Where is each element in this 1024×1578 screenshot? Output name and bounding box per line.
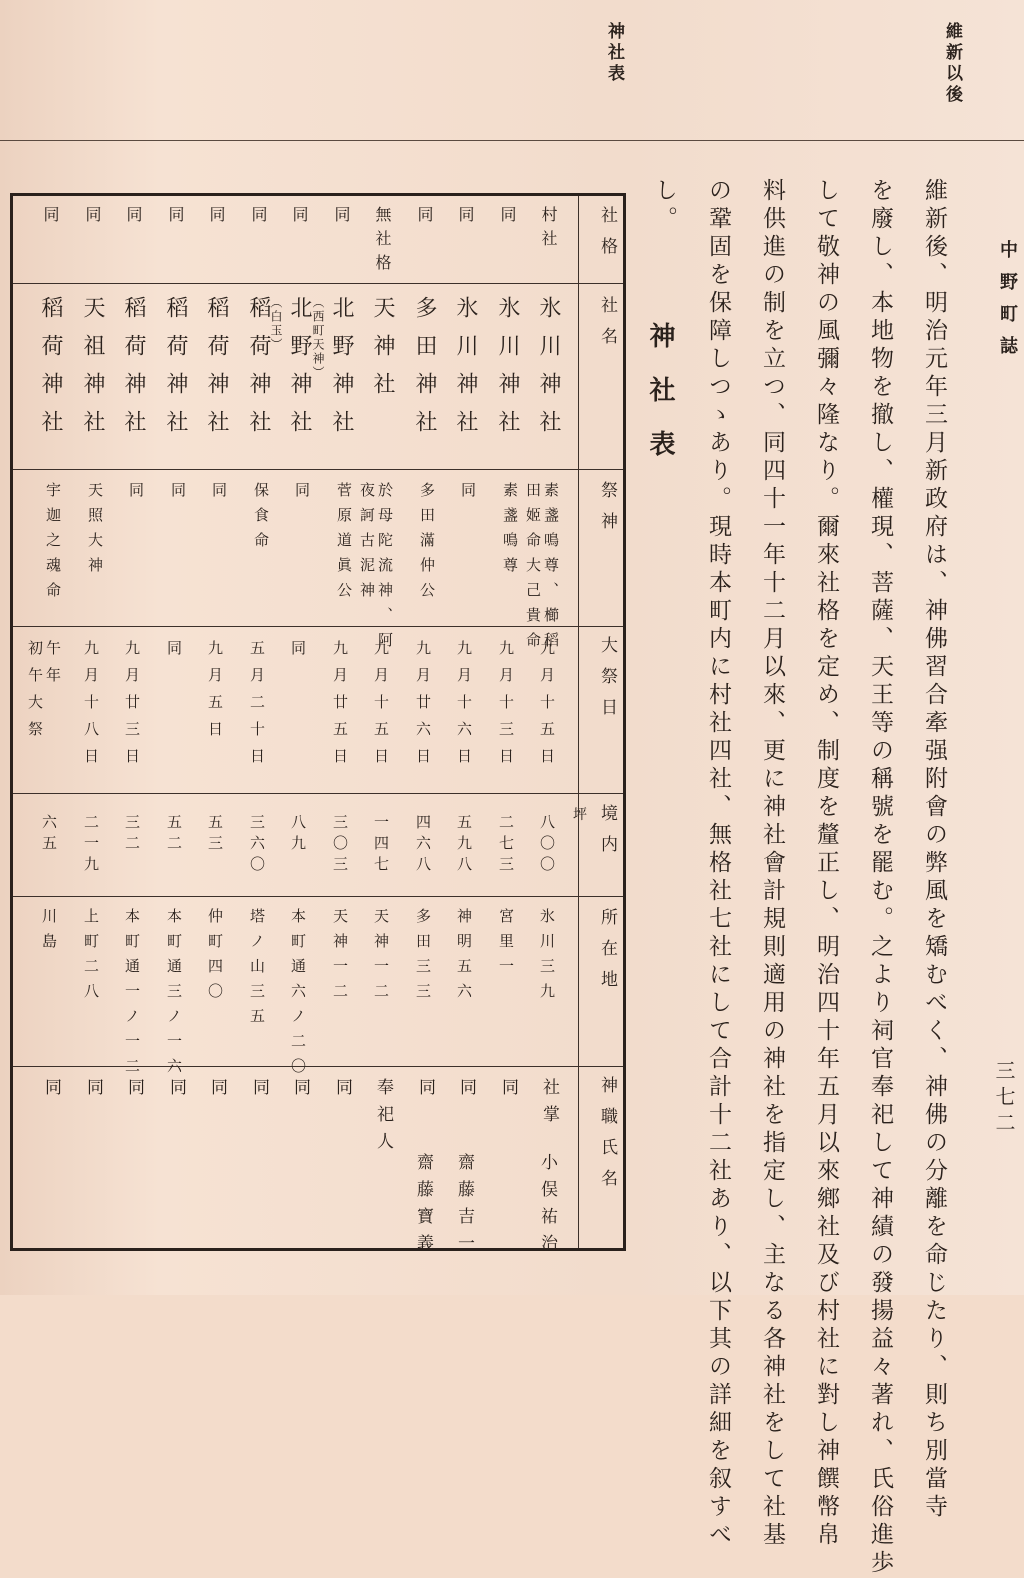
cell-deity: 同 [210, 482, 228, 507]
cell-area: 五二 [165, 814, 183, 856]
header-festival: 大祭日 [597, 636, 617, 729]
body-column: 維新後、明治元年三月新政府は、神佛習合牽强附會の弊風を矯むべく、神佛の分離を命じたり、則ち別當寺 [921, 178, 947, 1522]
cell-location: 宮里一 [497, 908, 515, 983]
cell-rank: 同 [456, 206, 475, 230]
cell-location: 塔ノ山三五 [248, 908, 266, 1033]
cell-priest: 同 [415, 1078, 435, 1105]
cell-festival: 九月十六日 [455, 640, 473, 775]
table-section-header: 神社表 [604, 22, 624, 85]
cell-priest: 同 [498, 1078, 518, 1105]
cell-priest: 同 [456, 1078, 476, 1105]
cell-festival: 五月二十日 [248, 640, 266, 775]
row-divider [13, 1066, 623, 1067]
body-column: 料供進の制を立つ、同四十一年十二月以來、更に神社會計規則適用の神社を指定し、主なる各神社をして社基 [759, 178, 785, 1550]
cell-festival: 初午大祭 [26, 640, 44, 748]
cell-area: 五三 [206, 814, 224, 856]
cell-rank: 同 [166, 206, 185, 230]
cell-location: 川島 [40, 908, 58, 958]
header-priest: 神職氏名 [597, 1076, 617, 1200]
cell-rank: 同 [41, 206, 60, 230]
cell-priest: 同 [249, 1078, 269, 1105]
cell-name: 天神社 [370, 296, 395, 410]
cell-location: 本町通六ノ二〇 [289, 908, 307, 1083]
cell-area: 四六八 [414, 814, 432, 877]
cell-festival: 九月廿六日 [414, 640, 432, 775]
cell-deity: 天照大神 [86, 482, 104, 582]
cell-rank: 同 [332, 206, 351, 230]
cell-deity: 同 [293, 482, 311, 507]
cell-location: 多田三三 [414, 908, 432, 1008]
cell-name: 氷川神社 [453, 296, 478, 448]
cell-priest: 齋藤吉一 [454, 1153, 474, 1261]
cell-location: 仲町四〇 [206, 908, 224, 1008]
cell-area: 一四七 [372, 814, 390, 877]
cell-name: 稻荷神社 [163, 296, 188, 448]
cell-festival: 九月十五日 [538, 640, 556, 775]
cell-area: 三六〇 [248, 814, 266, 877]
cell-priest: 社掌 [539, 1078, 559, 1132]
body-column: の鞏固を保障しつゝあり。現時本町内に村社四社、無格社七社にして合計十二社あり、以下其の詳細を叙すべ [705, 178, 731, 1550]
cell-rank: 無社格 [373, 206, 392, 278]
cell-area: 六五 [40, 814, 58, 856]
cell-name: 氷川神社 [495, 296, 520, 448]
header-rank: 社格 [597, 206, 617, 268]
shrine-table [10, 193, 626, 1261]
cell-priest: 同 [166, 1078, 186, 1105]
cell-festival: 九月五日 [206, 640, 224, 748]
cell-deity: 田姬命大己貴命 [524, 482, 542, 657]
row-divider [13, 469, 623, 470]
cell-area: 二七三 [497, 814, 515, 877]
body-column: して敬神の風彌々隆なり。爾來社格を定め、制度を釐正し、明治四十年五月以來鄉社及び村社に對し神饌幣帛 [813, 178, 839, 1550]
cell-priest: 小俣祐治 [537, 1153, 557, 1261]
cell-name: 北野神社 [287, 296, 312, 448]
cell-priest: 同 [207, 1078, 227, 1105]
cell-name: 稻荷神社 [121, 296, 146, 448]
cell-location: 氷川三九 [538, 908, 556, 1008]
section-header: 維新以後 [942, 22, 962, 106]
area-unit: 坪 [573, 807, 587, 823]
cell-rank: 同 [290, 206, 309, 230]
cell-priest: 同 [124, 1078, 144, 1105]
cell-location: 本町通三ノ一六 [165, 908, 183, 1083]
cell-deity: 宇迦之魂命 [44, 482, 62, 607]
cell-name: 多田神社 [412, 296, 437, 448]
cell-festival: 同 [165, 640, 183, 667]
cell-area: 二一九 [82, 814, 100, 877]
cell-rank: 同 [83, 206, 102, 230]
row-divider [13, 793, 623, 794]
cell-deity: 於母陀流神、阿 [376, 482, 394, 657]
cell-area: 五九八 [455, 814, 473, 877]
cell-rank: 同 [498, 206, 517, 230]
header-area: 境内 [597, 804, 617, 866]
row-divider [13, 283, 623, 284]
cell-priest: 同 [83, 1078, 103, 1105]
cell-festival: 九月廿五日 [331, 640, 349, 775]
row-divider [13, 896, 623, 897]
cell-name: 稻荷神社 [38, 296, 63, 448]
body-column: を廢し、本地物を撤し、權現、菩薩、天王等の稱號を罷む。之より祠官奉祀して神績の發揚益々著れ、氏俗進歩 [867, 178, 893, 1578]
cell-rank: 同 [415, 206, 434, 230]
cell-festival: 九月十八日 [82, 640, 100, 775]
cell-name: 稻荷神社 [204, 296, 229, 448]
cell-name-note: （白玉） [269, 296, 283, 352]
cell-location: 天神一二 [372, 908, 390, 1008]
cell-rank: 同 [249, 206, 268, 230]
cell-name-note: （西町天神） [311, 296, 325, 380]
cell-festival: 同 [289, 640, 307, 667]
cell-deity: 夜訶古泥神 [358, 482, 376, 607]
cell-rank: 同 [207, 206, 226, 230]
cell-deity: 菅原道眞公 [335, 482, 353, 607]
header-rule [0, 140, 1024, 141]
cell-rank: 村社 [539, 206, 558, 254]
cell-priest: 同 [332, 1078, 352, 1105]
cell-deity: 多田滿仲公 [418, 482, 436, 607]
cell-location: 神明五六 [455, 908, 473, 1008]
cell-name: 北野神社 [329, 296, 354, 448]
body-column: し。 [651, 178, 677, 234]
cell-deity: 保食命 [252, 482, 270, 557]
cell-location: 本町通一ノ一二 [123, 908, 141, 1083]
cell-name: 稻荷神社 [246, 296, 271, 448]
cell-festival: 九月十五日 [372, 640, 390, 775]
cell-area: 三〇三 [331, 814, 349, 877]
cell-deity: 素盞鳴尊、櫛稻 [542, 482, 560, 657]
cell-area: 八九 [289, 814, 307, 856]
cell-festival: 午年 [44, 640, 62, 694]
cell-deity: 同 [169, 482, 187, 507]
cell-priest: 同 [41, 1078, 61, 1105]
cell-area: 三二 [123, 814, 141, 856]
cell-festival: 九月廿三日 [123, 640, 141, 775]
page-number: 三七二 [992, 1060, 1016, 1138]
header-location: 所在地 [597, 908, 617, 1001]
book-title: 中野町誌 [997, 240, 1018, 368]
cell-deity: 素盞鳴尊 [501, 482, 519, 582]
cell-festival: 九月十三日 [497, 640, 515, 775]
cell-location: 上町二八 [82, 908, 100, 1008]
cell-priest: 奉祀人 [373, 1078, 393, 1159]
cell-deity: 同 [127, 482, 145, 507]
header-deity: 祭神 [597, 481, 617, 543]
cell-rank: 同 [124, 206, 143, 230]
cell-name: 天祖神社 [80, 296, 105, 448]
header-divider [578, 196, 579, 1248]
cell-name: 氷川神社 [536, 296, 561, 448]
table-title: 神社表 [645, 322, 675, 484]
cell-location: 天神一二 [331, 908, 349, 1008]
cell-area: 八〇〇 [538, 814, 556, 877]
header-name: 社名 [597, 296, 617, 358]
cell-deity: 同 [459, 482, 477, 507]
cell-priest: 齋藤寶義 [413, 1153, 433, 1261]
cell-priest: 同 [290, 1078, 310, 1105]
